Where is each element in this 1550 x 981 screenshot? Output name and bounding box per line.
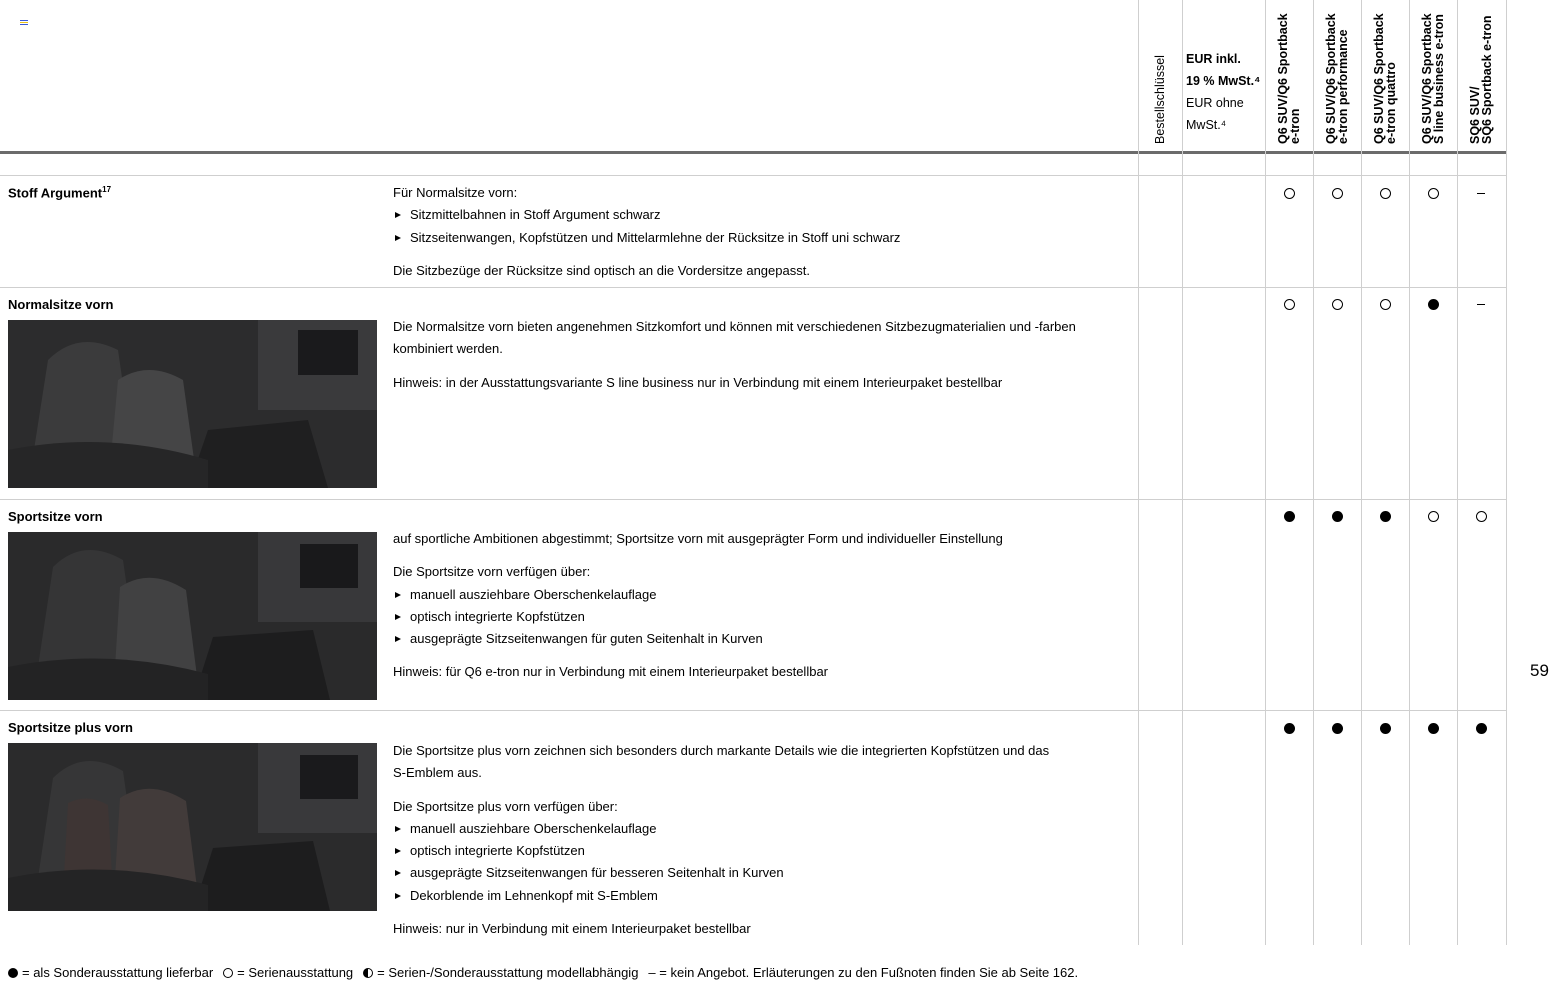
order-key-header: Bestellschlüssel	[1153, 55, 1167, 144]
row-title-text: Stoff Argument	[8, 185, 103, 201]
column-divider	[1313, 0, 1314, 945]
open-circle-icon	[1428, 511, 1439, 522]
legend-half	[363, 965, 638, 980]
model-header-2: Q6 SUV/Q6 Sportback e-tron performance	[1324, 13, 1350, 144]
open-circle-icon	[1428, 188, 1439, 199]
open-circle-icon	[1332, 188, 1343, 199]
row-title-normalsitze: Normalsitze vorn	[8, 297, 114, 312]
seat-photo	[8, 743, 377, 911]
row-divider	[0, 175, 1507, 176]
row-title-sportsitze: Sportsitze vorn	[8, 509, 103, 524]
desc-intro: Die Sportsitze vorn verfügen über:	[393, 564, 591, 580]
list-item: ausgeprägte Sitzseitenwangen für guten Seitenhalt in Kurven	[393, 628, 1123, 650]
list-item: Sitzmittelbahnen in Stoff Argument schwarz	[393, 204, 1123, 226]
sport-plus-seat-image	[8, 743, 377, 911]
list-item: optisch integrierte Kopfstützen	[393, 606, 1123, 628]
list-item: ausgeprägte Sitzseitenwangen für besseren Seitenhalt in Kurven	[393, 862, 1123, 884]
filled-circle-icon	[1380, 511, 1391, 522]
legend-open	[223, 965, 353, 980]
column-divider	[1361, 0, 1362, 945]
header-rule	[0, 151, 1507, 154]
row-description	[393, 528, 1123, 684]
normal-seat-image	[8, 320, 377, 488]
row-title-stoff-argument	[8, 185, 111, 200]
column-divider	[1138, 0, 1139, 945]
footnote-ref: 17	[102, 185, 112, 194]
legend-dash-text: – = kein Angebot. Erläuterungen zu den Fußnoten finden Sie ab Seite 162.	[648, 965, 1079, 980]
sport-seat-image	[8, 532, 377, 700]
model-header-3: Q6 SUV/Q6 Sportback e-tron quattro	[1372, 13, 1398, 144]
price-incl-line1: EUR inkl.	[1186, 52, 1241, 66]
open-circle-icon	[1284, 188, 1295, 199]
row-divider	[0, 499, 1507, 500]
open-circle-icon	[1476, 511, 1487, 522]
row-description	[393, 316, 1123, 394]
list-item: optisch integrierte Kopfstützen	[393, 840, 1123, 862]
filled-circle-icon	[1332, 723, 1343, 734]
no-offer-dash-icon	[1477, 304, 1485, 305]
legend-filled-text: = als Sonderausstattung lieferbar	[22, 965, 214, 980]
desc-line: S-Emblem aus.	[393, 765, 482, 781]
filled-circle-icon	[1380, 723, 1391, 734]
model-header-1: Q6 SUV/Q6 Sportback e-tron	[1276, 13, 1302, 144]
column-divider	[1265, 0, 1266, 945]
legend-half-text: = Serien-/Sonderausstattung modellabhängig	[377, 965, 639, 980]
open-circle-icon	[1284, 299, 1295, 310]
desc-note: Die Sitzbezüge der Rücksitze sind optisch an die Vordersitze angepasst.	[393, 262, 810, 278]
model-header-4: Q6 SUV/Q6 Sportback S line business e-tron	[1420, 13, 1446, 144]
page-number: 59	[1530, 661, 1549, 680]
price-header	[1186, 48, 1260, 136]
column-divider	[1457, 0, 1458, 945]
open-circle-icon	[1380, 188, 1391, 199]
legend-filled	[8, 965, 213, 980]
column-divider	[1506, 0, 1507, 945]
price-incl-line2: 19 % MwSt.⁴	[1186, 74, 1261, 88]
price-excl-line1: EUR ohne	[1186, 96, 1244, 110]
desc-line: auf sportliche Ambitionen abgestimmt; Sportsitze vorn mit ausgeprägter Form und individueller Einstellung	[393, 531, 1003, 546]
no-offer-dash-icon	[1477, 193, 1485, 194]
filled-circle-icon	[1428, 723, 1439, 734]
desc-note: Hinweis: in der Ausstattungsvariante S line business nur in Verbindung mit einem Interieurpaket bestellbar	[393, 374, 1003, 390]
list-item: manuell ausziehbare Oberschenkelauflage	[393, 818, 1123, 840]
row-title-sportsitze-plus: Sportsitze plus vorn	[8, 720, 133, 735]
open-circle-icon	[1380, 299, 1391, 310]
desc-note: Hinweis: für Q6 e-tron nur in Verbindung mit einem Interieurpaket bestellbar	[393, 664, 828, 680]
desc-intro: Die Sportsitze plus vorn verfügen über:	[393, 798, 618, 814]
open-circle-icon	[1332, 299, 1343, 310]
desc-note: Hinweis: nur in Verbindung mit einem Interieurpaket bestellbar	[393, 921, 751, 937]
column-divider	[1182, 0, 1183, 945]
filled-circle-icon	[1476, 723, 1487, 734]
model-header-5: SQ6 SUV/ SQ6 Sportback e-tron	[1468, 15, 1494, 144]
filled-circle-icon	[1284, 723, 1295, 734]
column-divider	[1409, 0, 1410, 945]
desc-intro: Für Normalsitze vorn:	[393, 185, 518, 200]
seat-photo	[8, 532, 377, 700]
price-excl-line2: MwSt.⁴	[1186, 118, 1227, 132]
filled-circle-icon	[1332, 511, 1343, 522]
desc-line: kombiniert werden.	[393, 341, 503, 357]
list-item: Dekorblende im Lehnenkopf mit S-Emblem	[393, 885, 1123, 907]
list-item: Sitzseitenwangen, Kopfstützen und Mittelarmlehne der Rücksitze in Stoff uni schwarz	[393, 227, 1123, 249]
row-description	[393, 182, 1123, 282]
seat-photo	[8, 320, 377, 488]
row-divider	[0, 287, 1507, 288]
filled-circle-icon	[8, 968, 18, 978]
desc-line: Die Sportsitze plus vorn zeichnen sich besonders durch markante Details wie die integrierten Kopfstützen und das	[393, 743, 1050, 758]
filled-circle-icon	[1428, 299, 1439, 310]
menu-icon[interactable]	[20, 20, 28, 27]
list-item: manuell ausziehbare Oberschenkelauflage	[393, 584, 1123, 606]
desc-line: Die Normalsitze vorn bieten angenehmen Sitzkomfort und können mit verschiedenen Sitzbezugmaterialien und -farben	[393, 319, 1076, 334]
row-description	[393, 740, 1123, 940]
legend	[8, 965, 1088, 980]
row-divider	[0, 710, 1507, 711]
filled-circle-icon	[1284, 511, 1295, 522]
legend-dash	[648, 965, 1078, 980]
open-circle-icon	[223, 968, 233, 978]
legend-open-text: = Serienausstattung	[237, 965, 354, 980]
half-circle-icon	[363, 968, 373, 978]
